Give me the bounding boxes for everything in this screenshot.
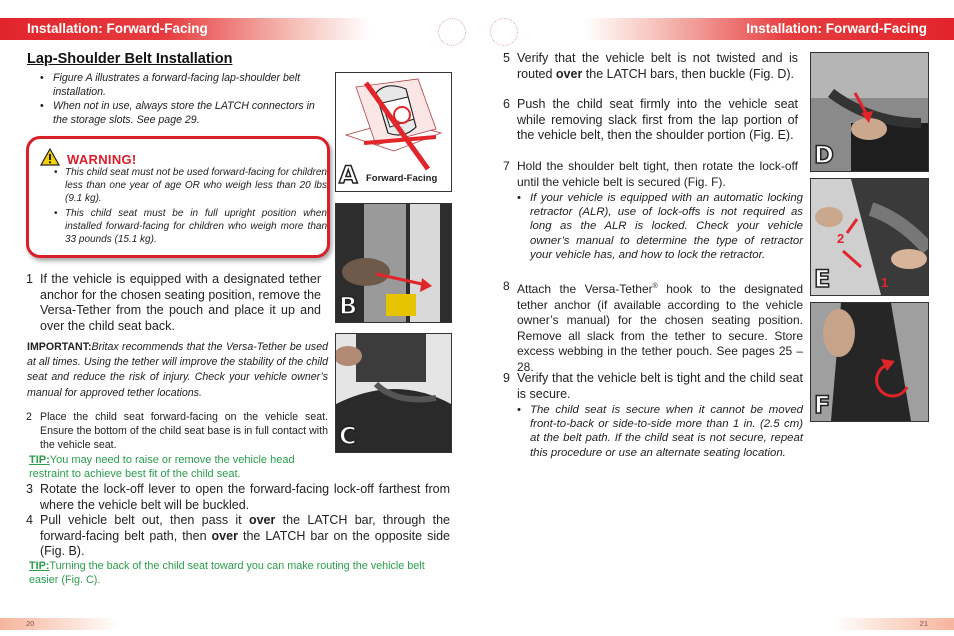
figure-b-label: B [339, 292, 358, 320]
figure-a-label: A [339, 161, 358, 189]
figure-a-caption: Forward-Facing [366, 173, 438, 184]
figure-b [335, 203, 452, 323]
step-4: 4 Pull vehicle belt out, then pass it over the LATCH bar, through the forward-facing belt path, then over the LATCH bar on the opposite side (Fig. B). [26, 513, 451, 558]
warning-item-2: • This child seat must be in full upright position when installed forward-facing for children who weigh more than 33 pounds (15.1 kg). [54, 208, 327, 246]
step-5: 5 Verify that the vehicle belt is not twisted and is routed over the LATCH bars, then buckle (Fig. D). [503, 51, 798, 81]
step-1: 1 If the vehicle is equipped with a designated tether anchor for the chosen seating position, remove the Versa-Tether from the pouch and place it up and over the child seat back. [26, 272, 321, 333]
figure-e [810, 178, 929, 296]
decorative-circle-left [438, 18, 466, 46]
warning-title: WARNING! [67, 152, 137, 167]
figure-d-label: D [814, 141, 834, 169]
left-page-number: 20 [0, 618, 120, 630]
warning-triangle-icon [40, 148, 60, 166]
warning-box [26, 136, 330, 258]
figure-f [810, 302, 929, 422]
left-page-header: Installation: Forward-Facing [0, 18, 370, 40]
intro-bullet-1: • Figure A illustrates a forward-facing lap-shoulder belt installation. [40, 72, 301, 98]
figure-c [335, 333, 452, 453]
step-7-bullet: • If your vehicle is equipped with an automatic locking retractor (ALR), use of lock-offs is not required as long as the ALR is locked. Check your vehicle owner’s manual to determine the type of retractor your vehicle has, and how to lock the retractor. [517, 192, 803, 261]
intro-bullet-2: • When not in use, always store the LATCH connectors in the storage slots. See page 29. [40, 100, 315, 126]
figure-d [810, 52, 929, 172]
step-8: 8 Attach the Versa-Tether® hook to the designated tether anchor (if available according to the vehicle owner’s manual) for the chosen seating position. Remove all slack from the tether to secure. Store excess webbing in the tether pouch. See pages 25 – 28. [503, 279, 803, 374]
figure-e-step-1: 1 [881, 275, 889, 290]
tip-1: TIP:You may need to raise or remove the vehicle head restraint to achieve best fit of the child seat. [29, 454, 295, 480]
step-7: 7 Hold the shoulder belt tight, then rotate the lock-off until the vehicle belt is secured (Fig. F). [503, 159, 798, 189]
step-3: 3 Rotate the lock-off lever to open the forward-facing lock-off farthest from where the vehicle belt will be buckled. [26, 482, 450, 512]
figure-c-label: C [339, 422, 357, 450]
step-2: 2 Place the child seat forward-facing on the vehicle seat. Ensure the bottom of the child seat base is in full contact with the vehicle seat. [26, 411, 328, 451]
warning-item-1: • This child seat must not be used forward-facing for children less than one year of age OR who weigh less than 20 lbs (9.1 kg). [54, 167, 327, 205]
right-page-number: 21 [834, 618, 954, 630]
step-6: 6 Push the child seat firmly into the vehicle seat while removing slack first from the lap portion of the vehicle belt, then the shoulder portion (Fig. E). [503, 97, 798, 142]
tip-2: TIP:Turning the back of the child seat toward you can make routing the vehicle belt easier (Fig. C). [29, 560, 425, 586]
figure-e-label: E [814, 265, 831, 293]
figure-f-label: F [814, 391, 831, 419]
important-note: IMPORTANT:Britax recommends that the Versa-Tether be used at all times. Using the tether will improve the stability of the child seat and reduce the risk of injury. Check your vehicle owner’s manual for approved tether locations. [27, 341, 328, 399]
step-9: 9 Verify that the vehicle belt is tight and the child seat is secure. [503, 371, 803, 401]
decorative-circle-right [490, 18, 518, 46]
figure-e-step-2: 2 [837, 231, 845, 246]
figure-a [335, 72, 452, 192]
right-page-header: Installation: Forward-Facing [584, 18, 954, 40]
section-heading: Lap-Shoulder Belt Installation [27, 51, 233, 67]
step-9-bullet: • The child seat is secure when it cannot be moved front-to-back or side-to-side more than 1 in. (2.5 cm) at the belt path. If the child seat is not secure, repeat this procedure or use an alternate seating location. [517, 404, 803, 459]
